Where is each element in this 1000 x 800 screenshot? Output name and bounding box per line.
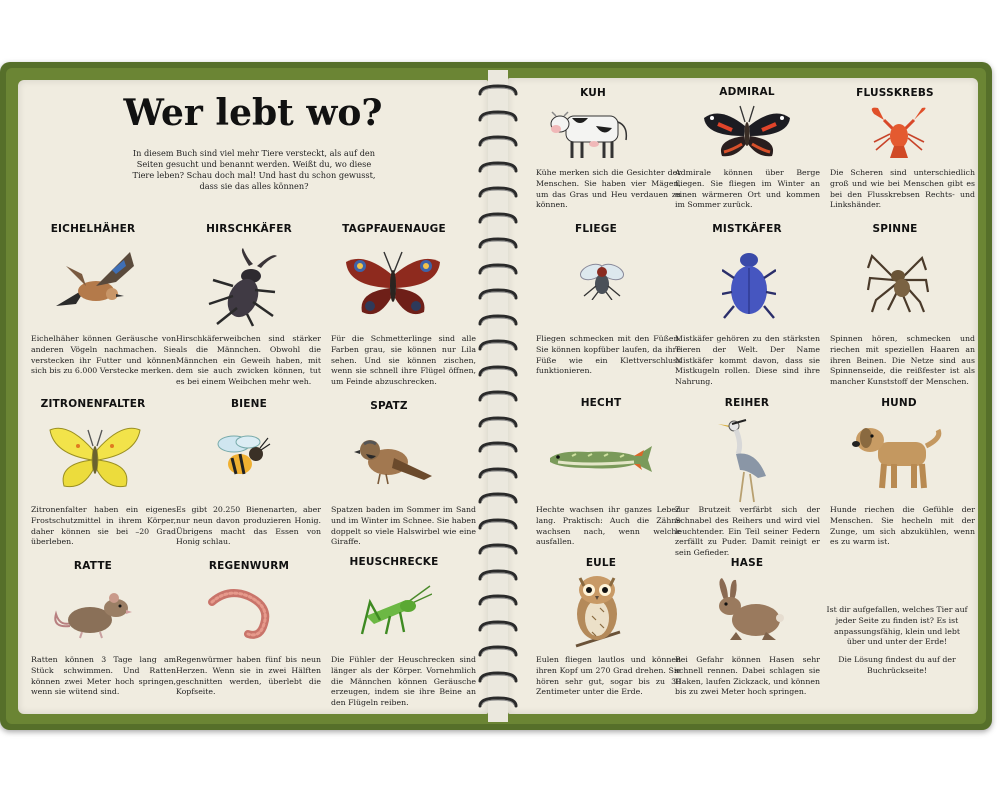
owl-icon — [570, 570, 624, 654]
animal-text-admiral: Admirale können über Berge fliegen. Sie fliegen im Winter an einen wärmeren Ort und kommen im Sommer zurück. — [675, 168, 820, 210]
spiral-ring — [477, 645, 519, 659]
animal-name-heuschrecke: HEUSCHRECKE — [349, 556, 439, 568]
animal-name-hund: HUND — [881, 397, 917, 409]
heron-icon — [718, 414, 774, 504]
animal-text-mistkaefer: Mistkäfer gehören zu den stärksten Tieren der Welt. Der Name Mistkäfer kommt davon, dass sie Mistkugeln rollen. Diese sind ihre Nahrung. — [675, 334, 820, 387]
spiral-ring — [477, 212, 519, 226]
hare-icon — [706, 578, 786, 642]
fly-icon — [578, 258, 628, 300]
animal-name-eichelhaeher: EICHELHÄHER — [50, 223, 136, 235]
spiral-ring — [477, 110, 519, 124]
spiral-ring — [477, 339, 519, 353]
stag-beetle-icon — [203, 246, 287, 328]
animal-name-regenwurm: REGENWURM — [208, 560, 290, 572]
animal-name-hase: HASE — [730, 557, 764, 569]
animal-text-hirschkaefer: Hirschkäferweibchen sind stärker als die Männchen. Obwohl die Männchen ein Geweih haben, mit dem sie auch zwicken können, tut es bei einem Weibchen mehr weh. — [176, 334, 321, 387]
pike-icon — [548, 442, 654, 476]
jay-icon — [46, 246, 138, 318]
animal-text-spatz: Spatzen baden im Sommer im Sand und im Winter im Schnee. Sie haben doppelt so viele Halswirbel wie eine Giraffe. — [331, 505, 476, 547]
animal-text-reiher: Zur Brutzeit verfärbt sich der Schnabel des Reihers und wird viel leuchtender. Ein Teil seiner Federn zerfällt zu Puder. Damit reinigt er sein Gefieder. — [675, 505, 820, 558]
spiral-ring — [477, 569, 519, 583]
animal-name-biene: BIENE — [230, 398, 268, 410]
spider-icon — [866, 250, 930, 314]
animal-name-ratte: RATTE — [73, 560, 113, 572]
rat-icon — [50, 588, 134, 640]
animal-name-spatz: SPATZ — [370, 400, 408, 412]
dung-beetle-icon — [722, 248, 776, 320]
intro-text: In diesem Buch sind viel mehr Tiere versteckt, als auf den Seiten gesucht und benannt werden. Weißt du, wo diese Tiere leben? Schau doch mal! Und hast du schon gewusst, dass sie das alles können? — [132, 148, 376, 191]
spiral-ring — [477, 365, 519, 379]
quiz-answer-hint: Die Lösung findest du auf der Buchrückseite! — [838, 655, 956, 675]
spiral-ring — [477, 84, 519, 98]
animal-name-zitronenfalter: ZITRONENFALTER — [40, 398, 146, 410]
spiral-ring — [477, 314, 519, 328]
spiral-ring — [477, 161, 519, 175]
animal-name-eule: EULE — [585, 557, 617, 569]
spiral-ring — [477, 467, 519, 481]
spiral-ring — [477, 390, 519, 404]
animal-name-reiher: REIHER — [724, 397, 770, 409]
animal-text-hase: Bei Gefahr können Hasen sehr schnell rennen. Dabei schlagen sie Haken, laufen Zickzack, und können bis zu zwei Meter hoch springen. — [675, 655, 820, 697]
animal-text-spinne: Spinnen hören, schmecken und riechen mit speziellen Haaren an ihren Beinen. Die Netze sind aus Spinnenseide, die reißfester ist als mancher Kunststoff der Menschen. — [830, 334, 975, 387]
animal-text-regenwurm: Regenwürmer haben fünf bis neun Herzen. Wenn sie in zwei Hälften geschnitten werden, überlebt die Kopfseite. — [176, 655, 321, 697]
spiral-ring — [477, 186, 519, 200]
animal-text-fliege: Fliegen schmecken mit den Füßen. Sie können kopfüber laufen, da ihre Füße wie ein Klettverschluss funktionieren. — [536, 334, 681, 376]
earthworm-icon — [208, 586, 278, 642]
animal-name-kuh: KUH — [580, 87, 606, 99]
spiral-ring — [477, 620, 519, 634]
spiral-ring — [477, 135, 519, 149]
spiral-ring — [477, 492, 519, 506]
animal-text-eichelhaeher: Eichelhäher können Geräusche von anderen Vögeln nachmachen. Sie verstecken ihr Futter und können sich bis zu 6.000 Verstecke merken. — [31, 334, 176, 376]
spiral-ring — [477, 518, 519, 532]
spiral-ring — [477, 594, 519, 608]
dog-icon — [852, 422, 944, 490]
spiral-ring — [477, 263, 519, 277]
animal-name-mistkaefer: MISTKÄFER — [712, 223, 782, 235]
quiz-question: Ist dir aufgefallen, welches Tier auf jeder Seite zu finden ist? Es ist anpassungsfähig, klein und lebt über und unter der Erde! — [826, 605, 968, 647]
spiral-ring — [477, 288, 519, 302]
animal-name-fliege: FLIEGE — [575, 223, 617, 235]
spiral-ring — [477, 671, 519, 685]
spiral-ring — [477, 416, 519, 430]
animal-text-hund: Hunde riechen die Gefühle der Menschen. Sie hecheln mit der Zunge, um sich abzukühlen, wenn es zu warm ist. — [830, 505, 975, 547]
animal-text-biene: Es gibt 20.250 Bienenarten, aber nur neun davon produzieren Honig. Übrigens macht das Essen von Honig schlau. — [176, 505, 321, 547]
crayfish-icon — [864, 104, 934, 160]
animal-name-spinne: SPINNE — [872, 223, 918, 235]
animal-text-hecht: Hechte wachsen ihr ganzes Leben lang. Praktisch: Auch die Zähne wachsen nach, wenn welche ausfallen. — [536, 505, 681, 547]
animal-text-heuschrecke: Die Fühler der Heuschrecken sind länger als der Körper. Vornehmlich die Männchen können Geräusche erzeugen, indem sie ihre Beine an den Flügeln reiben. — [331, 655, 476, 708]
grasshopper-icon — [356, 584, 432, 642]
cow-icon — [548, 106, 638, 162]
animal-name-hirschkaefer: HIRSCHKÄFER — [206, 223, 292, 235]
animal-text-eule: Eulen fliegen lautlos und können ihren Kopf um 270 Grad drehen. Sie hören sehr gut, sogar bis zu 30 Zentimeter unter die Erde. — [536, 655, 681, 697]
animal-name-hecht: HECHT — [580, 397, 622, 409]
animal-name-flusskrebs: FLUSSKREBS — [856, 87, 934, 99]
peacock-butterfly-icon — [344, 250, 442, 320]
spiral-ring — [477, 543, 519, 557]
animal-text-ratte: Ratten können 3 Tage lang am Stück schwimmen. Und Ratten können zwei Meter hoch springen, wenn sie wütend sind. — [31, 655, 176, 697]
animal-name-admiral: ADMIRAL — [719, 86, 775, 98]
spiral-ring — [477, 441, 519, 455]
animal-text-kuh: Kühe merken sich die Gesichter der Menschen. Sie haben vier Mägen, um das Gras und Heu verdauen zu können. — [536, 168, 681, 210]
animal-text-tagpfauenauge: Für die Schmetterlinge sind alle Farben grau, sie können nur Lila sehen. Und sie können zischen, wenn sie schnell ihre Flügel öffnen, um Feinde abzuschrecken. — [331, 334, 476, 387]
animal-text-flusskrebs: Die Scheren sind unterschiedlich groß und wie bei Menschen gibt es bei den Flusskrebsen Rechts- und Linkshänder. — [830, 168, 975, 210]
spiral-ring — [477, 237, 519, 251]
animal-name-tagpfauenauge: TAGPFAUENAUGE — [342, 223, 446, 235]
bee-icon — [214, 430, 274, 480]
spiral-ring — [477, 696, 519, 710]
animal-text-zitronenfalter: Zitronenfalter haben ein eigenes Frostschutzmittel in ihrem Körper, daher können sie bei –20 Grad überleben. — [31, 505, 176, 547]
sparrow-icon — [354, 432, 434, 486]
brimstone-butterfly-icon — [48, 424, 142, 492]
admiral-butterfly-icon — [702, 104, 792, 160]
page-title: Wer lebt wo? — [123, 92, 383, 134]
